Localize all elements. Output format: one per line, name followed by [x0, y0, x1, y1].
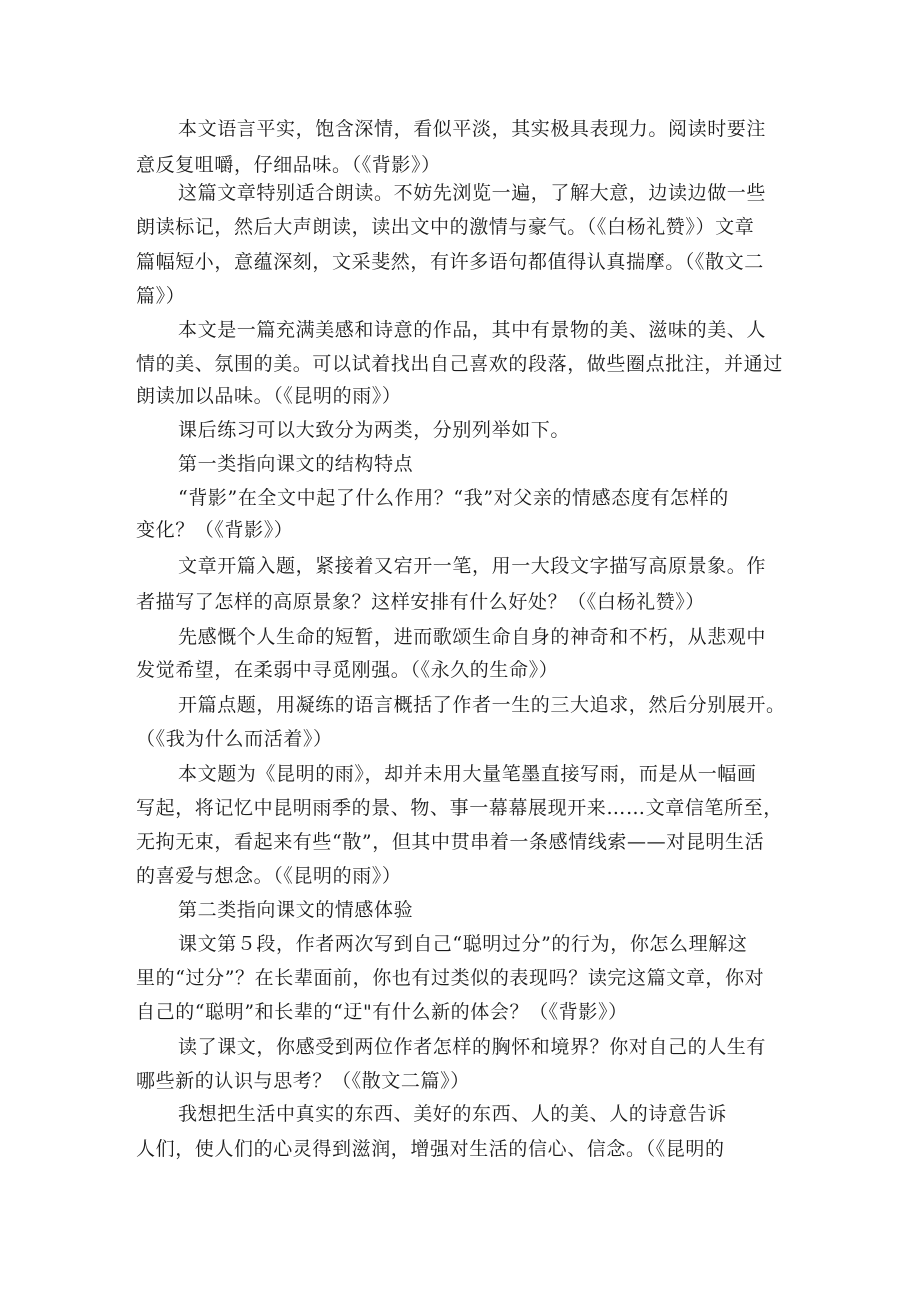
text-line: 哪些新的认识与思考？（《散文二篇》） — [136, 1070, 470, 1092]
text-line: 篇幅短小，意蕴深刻，文采斐然，有许多语句都值得认真揣摩。（《散文二 — [136, 251, 764, 273]
text-line: 课后练习可以大致分为两类，分别列举如下。 — [178, 419, 571, 441]
text-line: 里的“过分”？在长辈面前，你也有过类似的表现吗？读完这篇文章，你对 — [136, 967, 765, 989]
text-line: 文章开篇入题，紧接着又宕开一笔，用一大段文字描写高原景象。作 — [178, 555, 767, 577]
text-line: 这篇文章特别适合朗读。不妨先浏览一遍，了解大意，边读边做一些 — [178, 182, 767, 204]
text-line: 朗读标记，然后大声朗读，读出文中的激情与豪气。（《白杨礼赞》）文章 — [136, 216, 755, 238]
text-line: 写起，将记忆中昆明雨季的景、物、事一幕幕展现开来……文章信笔所至， — [136, 797, 783, 819]
text-line: 我想把生活中真实的东西、美好的东西、人的美、人的诗意告诉 — [178, 1103, 727, 1125]
text-line: 人们，使人们的心灵得到滋润，增强对生活的信心、信念。（《昆明的 — [136, 1138, 725, 1160]
text-line: 朗读加以品味。（《昆明的雨》） — [136, 385, 402, 407]
text-line: 者描写了怎样的高原景象？这样安排有什么好处？（《白杨礼赞》） — [136, 591, 706, 613]
text-line: 自己的“聪明”和长辈的“迂"有什么新的体会？（《背影》） — [136, 1001, 628, 1023]
text-line: 读了课文，你感受到两位作者怎样的胸怀和境界？你对自己的人生有 — [178, 1036, 767, 1058]
text-line: 无拘无束，看起来有些“散”，但其中贯串着一条感情线索——对昆明生活 — [136, 831, 765, 853]
text-line: 变化？（《背影》） — [136, 519, 294, 541]
section-heading: 第一类指向课文的结构特点 — [178, 453, 414, 475]
section-heading: 第二类指向课文的情感体验 — [178, 899, 414, 921]
text-line: 先感慨个人生命的短暂，进而歌颂生命自身的神奇和不朽，从悲观中 — [178, 626, 767, 648]
text-line: 本文题为《昆明的雨》，却并未用大量笔墨直接写雨，而是从一幅画 — [178, 763, 757, 785]
text-line: 的喜爱与想念。（《昆明的雨》） — [136, 865, 402, 887]
text-line: 篇》） — [136, 285, 186, 307]
text-line: 情的美、氛围的美。可以试着找出自己喜欢的段落，做些圈点批注，并通过 — [136, 353, 783, 375]
text-line: 本文是一篇充满美感和诗意的作品，其中有景物的美、滋味的美、人 — [178, 319, 767, 341]
text-line: 发觉希望，在柔弱中寻觅刚强。（《永久的生命》） — [136, 659, 559, 681]
text-line: “背影”在全文中起了什么作用？“我”对父亲的情感态度有怎样的 — [178, 487, 729, 509]
text-line: 本文语言平实，饱含深情，看似平淡，其实极具表现力。阅读时要注 — [178, 118, 767, 140]
text-line: （《我为什么而活着》） — [136, 728, 333, 750]
text-line: 意反复咀嚼，仔细品味。（《背影》） — [136, 154, 441, 176]
text-line: 开篇点题，用凝练的语言概括了作者一生的三大追求，然后分别展开。 — [178, 694, 786, 716]
text-line: 课文第５段，作者两次写到自己“聪明过分”的行为，你怎么理解这 — [178, 933, 748, 955]
